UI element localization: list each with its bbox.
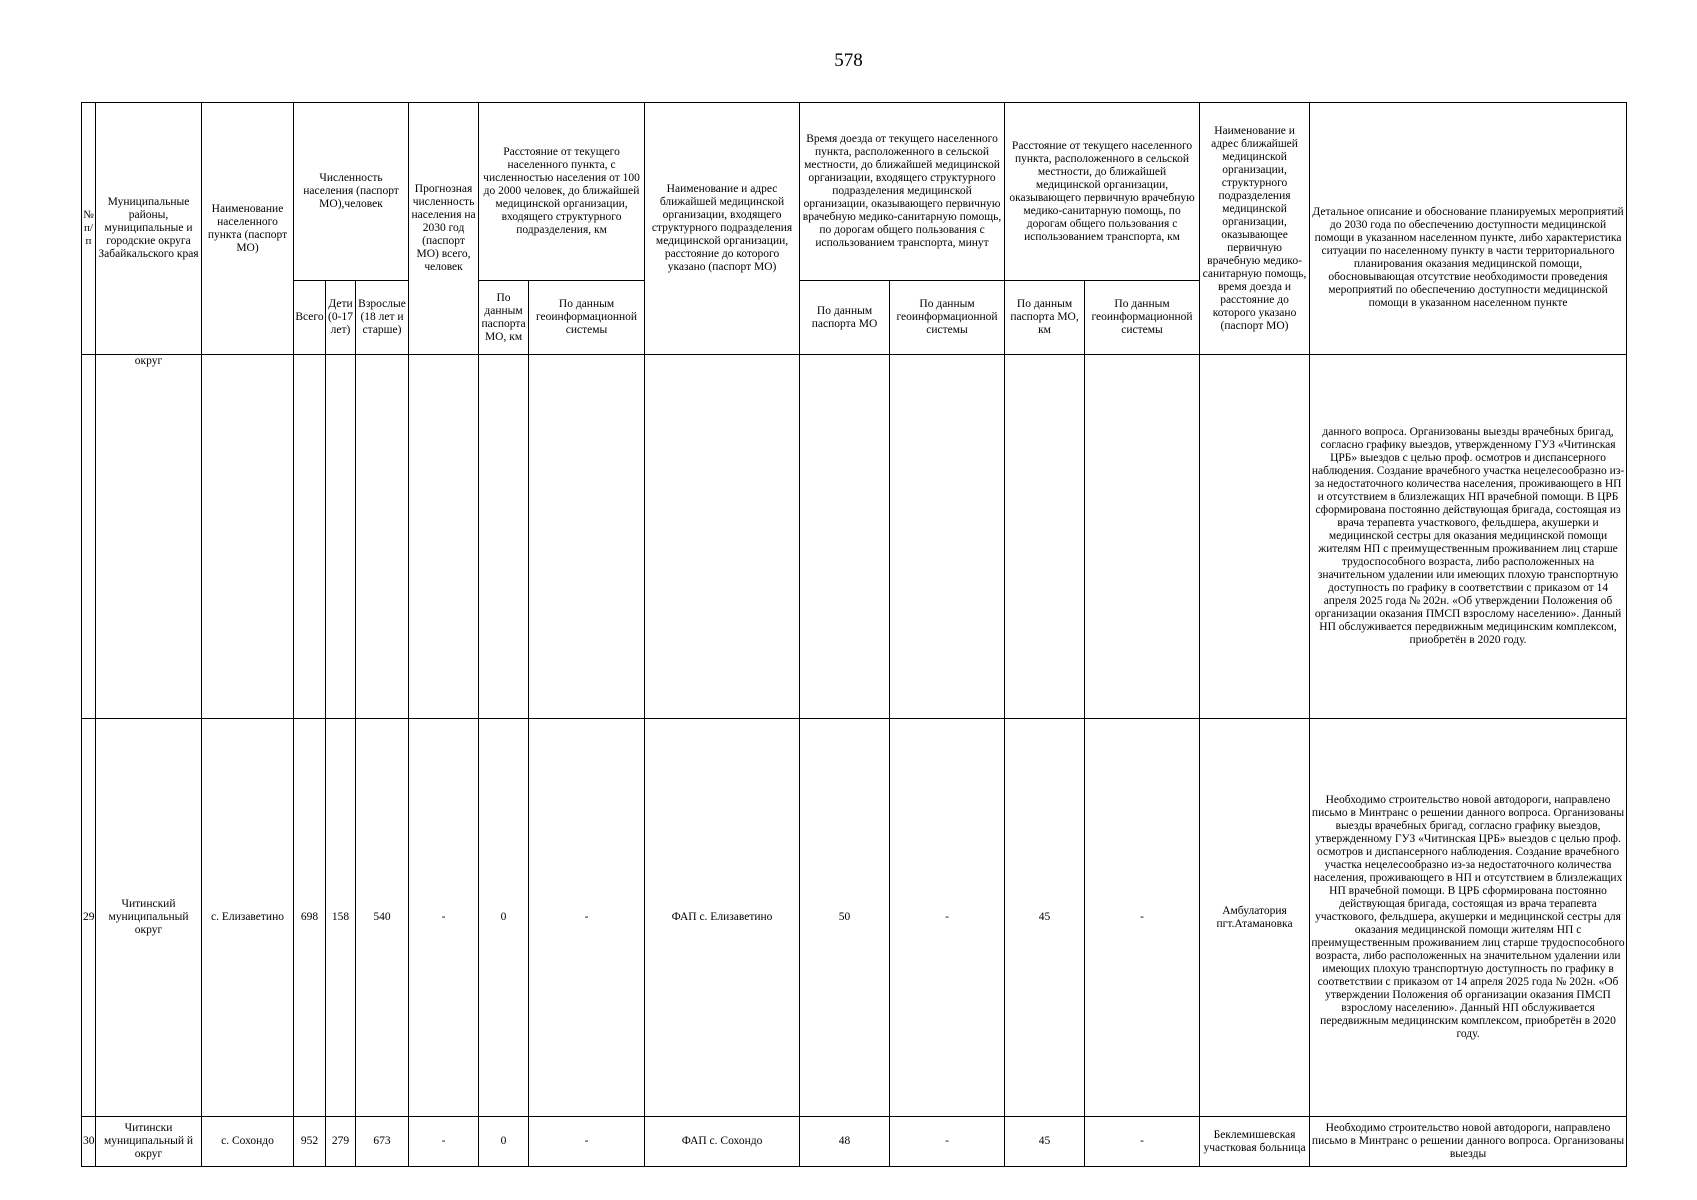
row-dist-gis: - [529, 719, 645, 1117]
row-dist2-gis: - [1085, 1117, 1200, 1167]
header-pop-adults: Взрослые (18 лет и старше) [356, 281, 409, 355]
row-forecast: - [409, 1117, 479, 1167]
row-total [294, 355, 326, 719]
row-children: 279 [326, 1117, 356, 1167]
row-nearest-org2 [1200, 355, 1310, 719]
settlements-table [81, 102, 1627, 1167]
header-row-1 [82, 103, 1627, 281]
row-dist2-passport: 45 [1005, 719, 1085, 1117]
header-pop-children: Дети (0-17 лет) [326, 281, 356, 355]
row-time-passport: 48 [800, 1117, 890, 1167]
row-time-gis: - [890, 719, 1005, 1117]
header-settlement: Наименование населенного пункта (паспорт МО) [202, 103, 294, 355]
header-district: Муниципальные районы, муниципальные и городские округа Забайкальского края [96, 103, 202, 355]
row-nearest-org2: Амбулатория пгт.Атамановка [1200, 719, 1310, 1117]
row-dist-gis: - [529, 1117, 645, 1167]
row-district: Читинский муниципальный округ [96, 719, 202, 1117]
row-time-passport: 50 [800, 719, 890, 1117]
row-district: округ [96, 355, 202, 719]
header-nearest-org: Наименование и адрес ближайшей медицинской организации, входящего структурного подразделения медицинской организации, расстояние до которого указано (паспорт МО) [645, 103, 800, 355]
header-num: № п/п [82, 103, 96, 355]
row-dist2-passport [1005, 355, 1085, 719]
table-row [82, 1117, 1627, 1167]
header-dist-passport: По данным паспорта МО, км [479, 281, 529, 355]
row-children [326, 355, 356, 719]
row-dist-passport [479, 355, 529, 719]
row-time-gis [890, 355, 1005, 719]
row-dist2-passport: 45 [1005, 1117, 1085, 1167]
row-adults: 540 [356, 719, 409, 1117]
row-nearest-org [645, 355, 800, 719]
row-description: Необходимо строительство новой автодороги, направлено письмо в Минтранс о решении данного вопроса. Организованы выезды [1310, 1117, 1627, 1167]
row-dist-passport: 0 [479, 1117, 529, 1167]
row-nearest-org: ФАП с. Сохондо [645, 1117, 800, 1167]
header-forecast: Прогнозная численность населения на 2030 год (паспорт МО) всего, человек [409, 103, 479, 355]
row-description: Необходимо строительство новой автодороги, направлено письмо в Минтранс о решении данного вопроса. Организованы выезды врачебных бригад, согласно графику выездов, утвержденному ГУЗ «Читинская ЦРБ» выездов с целью проф. осмотров и диспансерного наблюдения. Создание врачебного участка нецелесообразно из-за недостаточного количества населения, проживающего в НП и отсутствием в близлежащих НП врачебной помощи. В ЦРБ сформирована постоянно действующая бригада, состоящая из врача терапевта участкового, фельдшера, акушерки и медицинской сестры для оказания медицинской помощи жителям НП с преимущественным проживанием лиц старше трудоспособного возраста, либо расположенных на значительном удалении или имеющих плохую транспортную доступность по графику в соответствии с приказом от 14 апреля 2025 года № 202н. «Об утверждении Положения об организации оказания ПМСП взрослому населению». Данный НП обслуживается передвижным медицинским комплексом, приобретён в 2020 году. [1310, 719, 1627, 1117]
header-dist-gis: По данным геоинформационной системы [529, 281, 645, 355]
row-time-passport [800, 355, 890, 719]
table-row [82, 355, 1627, 719]
header-distance2-group: Расстояние от текущего населенного пункта, расположенного в сельской местности, до ближайшей медицинской организации, оказывающего первичную врачебную медико-санитарную помощь, по дорогам общего пользования с использованием транспорта, км [1005, 103, 1200, 281]
row-time-gis: - [890, 1117, 1005, 1167]
row-dist2-gis [1085, 355, 1200, 719]
header-nearest-org2: Наименование и адрес ближайшей медицинской организации, структурного подразделения медицинской организации, оказывающее первичную врачебную медико-санитарную помощь, время доезда и расстояние до которого указано (паспорт МО) [1200, 103, 1310, 355]
row-nearest-org: ФАП с. Елизаветино [645, 719, 800, 1117]
row-forecast [409, 355, 479, 719]
row-num: 30 [82, 1117, 96, 1167]
header-pop-total: Всего [294, 281, 326, 355]
row-description: данного вопроса. Организованы выезды врачебных бригад, согласно графику выездов, утвержденному ГУЗ «Читинская ЦРБ» выездов с целью проф. осмотров и диспансерного наблюдения. Создание врачебного участка нецелесообразно из-за недостаточного количества населения, проживающего в НП и отсутствием в близлежащих НП врачебной помощи. В ЦРБ сформирована постоянно действующая бригада, состоящая из врача терапевта участкового, фельдшера, акушерки и медицинской сестры для оказания медицинской помощи жителям НП с преимущественным проживанием лиц старше трудоспособного возраста, либо расположенных на значительном удалении или имеющих плохую транспортную доступность по графику в соответствии с приказом от 14 апреля 2025 года № 202н. «Об утверждении Положения об организации оказания ПМСП взрослому населению». Данный НП обслуживается передвижным медицинским комплексом, приобретён в 2020 году. [1310, 355, 1627, 719]
header-population: Численность населения (паспорт МО),человек [294, 103, 409, 281]
header-dist2-gis: По данным геоинформационной системы [1085, 281, 1200, 355]
row-adults [356, 355, 409, 719]
row-nearest-org2: Беклемишевская участковая больница [1200, 1117, 1310, 1167]
row-total: 952 [294, 1117, 326, 1167]
header-dist2-passport: По данным паспорта МО, км [1005, 281, 1085, 355]
header-travel-time-group: Время доезда от текущего населенного пункта, расположенного в сельской местности, до ближайшей медицинской организации, входящего структурного подразделения медицинской организации, оказывающего первичную врачебную медико-санитарную помощь, по дорогам общего пользования с использованием транспорта, минут [800, 103, 1005, 281]
header-time-gis: По данным геоинформационной системы [890, 281, 1005, 355]
row-num [82, 355, 96, 719]
row-settlement [202, 355, 294, 719]
header-description: Детальное описание и обоснование планируемых мероприятий до 2030 года по обеспечению доступности медицинской помощи в указанном населенном пункте, либо характеристика ситуации по населенному пункту в части территориального планирования оказания медицинской помощи, обосновывающая отсутствие необходимости проведения мероприятий по обеспечению доступности медицинской помощи в указанном населенном пункте [1310, 103, 1627, 355]
row-district: Читински муниципальный й округ [96, 1117, 202, 1167]
row-adults: 673 [356, 1117, 409, 1167]
row-num: 29 [82, 719, 96, 1117]
header-time-passport: По данным паспорта МО [800, 281, 890, 355]
page-number: 578 [834, 50, 863, 71]
row-dist2-gis: - [1085, 719, 1200, 1117]
row-settlement: с. Сохондо [202, 1117, 294, 1167]
table-row [82, 719, 1627, 1117]
row-total: 698 [294, 719, 326, 1117]
row-settlement: с. Елизаветино [202, 719, 294, 1117]
row-dist-passport: 0 [479, 719, 529, 1117]
row-children: 158 [326, 719, 356, 1117]
header-distance-group: Расстояние от текущего населенного пункта, с численностью населения от 100 до 2000 человек, до ближайшей медицинской организации, входящего структурного подразделения, км [479, 103, 645, 281]
row-forecast: - [409, 719, 479, 1117]
row-dist-gis [529, 355, 645, 719]
